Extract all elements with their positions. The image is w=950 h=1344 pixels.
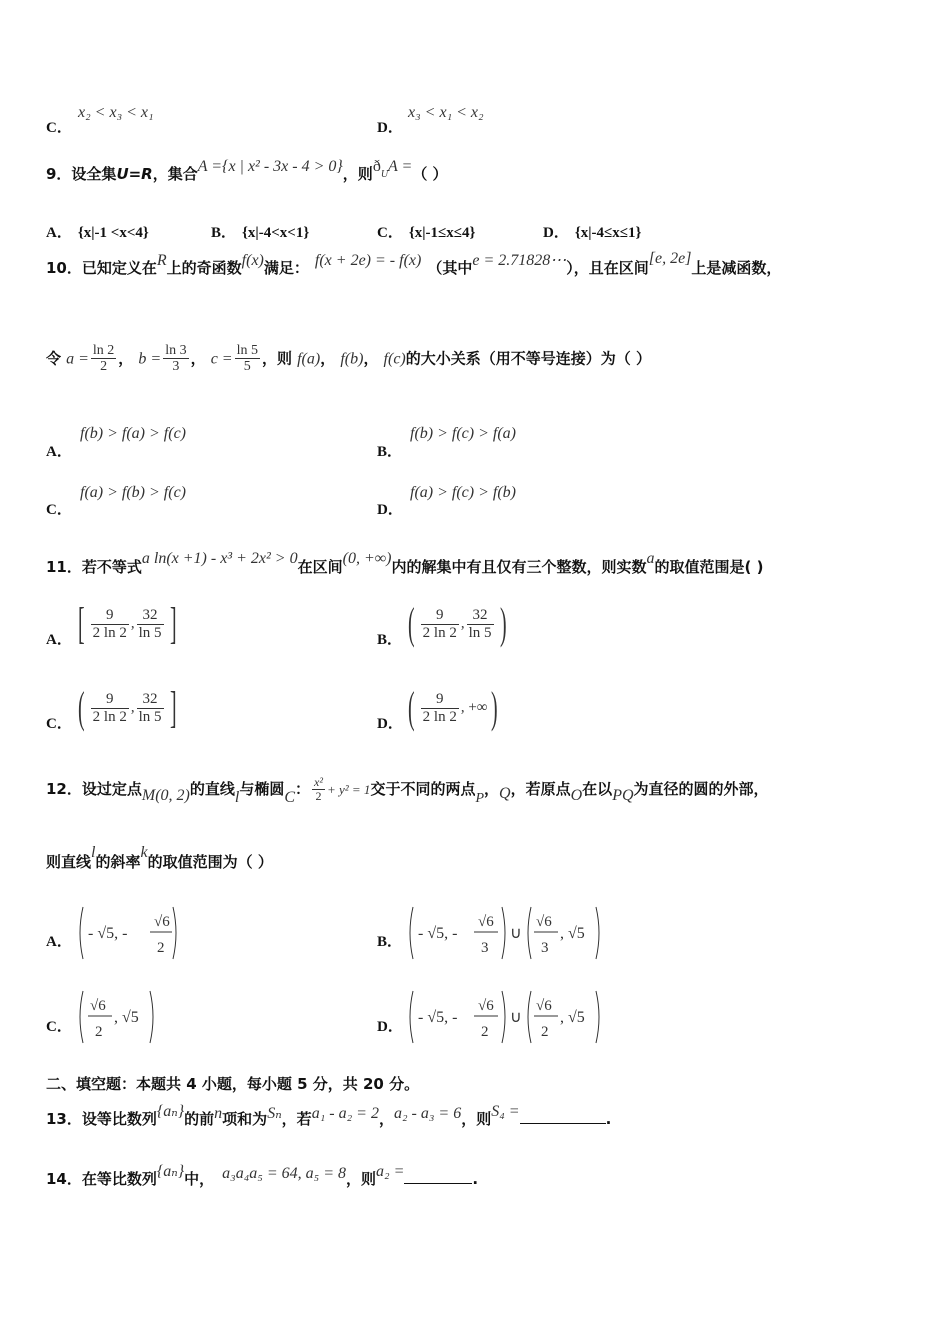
q12-option-a-label: A． [46,934,72,950]
svg-text:∪: ∪ [510,925,522,942]
q12-option-b-label: B． [377,934,403,950]
q11-option-a-label: A． [46,632,72,648]
svg-text:√6: √6 [478,914,494,930]
q11-option-c-math: ( $\frac{9}{2 \ln 2}$ , $\frac{32}{\ln 5}$ ] [78,683,177,732]
svg-text:√6: √6 [536,998,552,1014]
svg-text:2: 2 [95,1024,103,1040]
svg-text:√6: √6 [154,914,170,930]
q8-option-c-math: x₂ < x₃ < x₁ [78,104,154,121]
q8-option-c-label: C． [46,120,72,136]
q12-stem-line1: 12．设过定点M(0, 2)的直线l与椭圆C： $\frac{\text{x²}}{2}$ + y² = 1交于不同的两点P，Q，若原点O在以PQ为直径的圆的外部， [46,775,769,807]
svg-text:3: 3 [481,940,489,956]
q9-set-math: A ={x | x² - 3x - 4 > 0} [197,158,343,175]
svg-text:2: 2 [157,940,165,956]
q10-option-b-label: B． [377,444,403,460]
q9-text-u: U=R [116,165,153,183]
q8-option-d-math: x₃ < x₁ < x₂ [408,104,484,121]
q9-option-d: D． {x|-4≤x≤1} [543,225,642,241]
q14-answer-blank[interactable] [404,1183,472,1184]
q9-text-d: ，则 [342,165,373,183]
svg-text:, √5: , √5 [560,925,585,942]
q9-complement-symbol: ð [372,158,381,175]
svg-text:2: 2 [481,1024,489,1040]
q12-option-c-label: C． [46,1019,72,1035]
q10-option-a-label: A． [46,444,72,460]
svg-text:, √5: , √5 [560,1009,585,1026]
q9-text-c: ，集合 [152,165,198,183]
q9-text-a: 9．设全集 [46,165,117,183]
q8-option-d-label: D． [377,120,403,136]
q9-stem [46,158,448,186]
q10-option-d-math: f(a) > f(c) > f(b) [410,484,516,501]
q12-option-b-math [406,904,606,962]
q12-stem-line2: 则直线l的斜率k的取值范围为（ ） [46,844,273,871]
q13-answer-blank[interactable] [520,1123,606,1124]
q10-option-b-math: f(b) > f(c) > f(a) [410,425,516,442]
q9-complement-sub: U [380,169,389,181]
q11-stem: 11．若不等式a ln(x +1) - x³ + 2x² > 0在区间(0, +∞)内的解集中有且仅有三个整数，则实数a的取值范围是( ) [46,550,764,576]
q11-option-b-math: ( $\frac{9}{2 \ln 2}$ , $\frac{32}{\ln 5}$ ) [408,599,507,648]
q14-stem: 14．在等比数列{aₙ}中， a₃a₄a₅ = 64, a₅ = 8，则a₂ = . [46,1163,479,1188]
q10-option-d-label: D． [377,502,403,518]
svg-text:- √5, -: - √5, - [418,1009,458,1026]
q12-option-d-label: D． [377,1019,403,1035]
svg-text:√6: √6 [478,998,494,1014]
svg-text:∪: ∪ [510,1009,522,1026]
svg-text:- √5, -: - √5, - [418,925,458,942]
q9-option-a: A． {x|-1 <x<4} [46,225,149,241]
q10-option-c-math: f(a) > f(b) > f(c) [80,484,186,501]
svg-text:- √5, -: - √5, - [88,925,128,942]
q12-option-a-math [76,904,180,962]
q9-option-b: B． {x|-4<x<1} [211,225,310,241]
q10-stem-line1: 10．已知定义在R上的奇函数f(x)满足： f(x + 2e) = - f(x) （其中e = 2.71828⋯），且在区间[e, 2e]上是减函数， [46,250,782,277]
section-heading-fill-in: 二、填空题：本题共 4 小题，每小题 5 分，共 20 分。 [46,1075,420,1093]
svg-text:√6: √6 [90,998,106,1014]
q12-option-d-math [406,988,606,1046]
q12-option-c-math [76,988,160,1046]
q9-option-c: C． {x|-1≤x≤4} [377,225,476,241]
svg-text:3: 3 [541,940,549,956]
q11-option-c-label: C． [46,716,72,732]
svg-text:2: 2 [541,1024,549,1040]
q11-option-a-math: [ $\frac{9}{2 \ln 2}$ , $\frac{32}{\ln 5}$ ] [78,599,177,648]
q10-option-a-math: f(b) > f(a) > f(c) [80,425,186,442]
q11-option-d-math: ( $\frac{9}{2 \ln 2}$ , +∞) [408,683,499,732]
q13-stem: 13．设等比数列{aₙ}的前n项和为Sₙ，若a₁ - a₂ = 2，a₂ - a₃ = 6，则S₄ = . [46,1103,612,1128]
q11-option-d-label: D． [377,716,403,732]
svg-text:√6: √6 [536,914,552,930]
q9-complement-tail: A = [388,158,413,175]
q9-text-e: （ ） [412,165,448,183]
q10-stem-line2: 令 a = $\frac{\ln 2}{2}$ ， b = $\frac{\ln 3}{3}$ ， c = $\frac{\ln 5}{5}$ ，则 f(a)， f(b)， f(c)的大小关系（用不等号连接）为（ ） [46,343,651,375]
q11-option-b-label: B． [377,632,403,648]
svg-text:, √5: , √5 [114,1009,139,1026]
q10-option-c-label: C． [46,502,72,518]
